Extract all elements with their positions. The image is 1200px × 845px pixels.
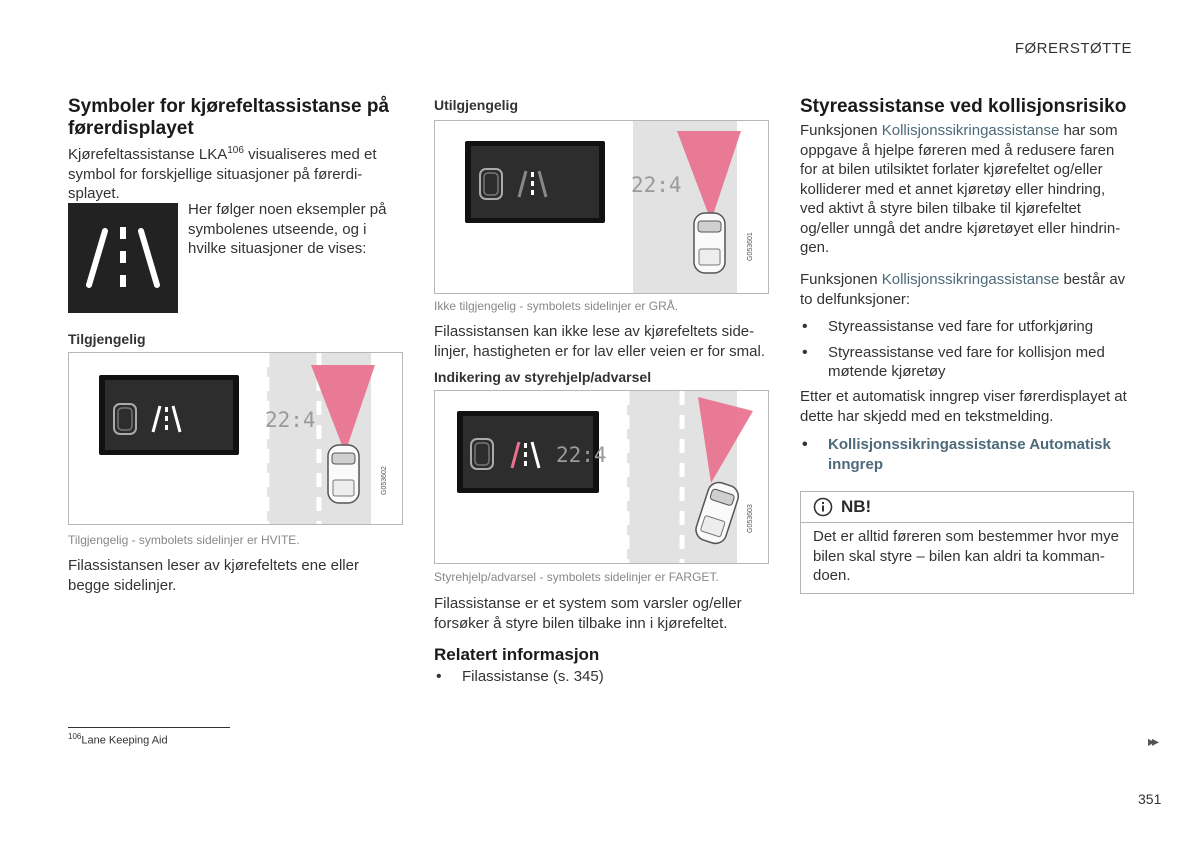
footnote-divider [68, 727, 230, 728]
list-item: • Kollisjonssikringassistanse Automatisk inngrep [800, 435, 1120, 474]
right-title: Styreassistanse ved kollisjonsrisiko [800, 96, 1127, 117]
function-name: Kollisjonssikringassistanse [881, 122, 1060, 139]
available-heading: Tilgjengelig [68, 331, 146, 347]
section-header: FØRERSTØTTE [1014, 40, 1132, 57]
lka-symbol-image [68, 203, 178, 313]
note-text: Det er alltid føreren som bestemmer hvor mye bilen skal styre – bilen kan aldri ta kommandoen. [813, 528, 1119, 584]
figure1-caption: Ikke tilgjengelig - symbolets sidelinjer er GRÅ. [434, 299, 679, 313]
right-paragraph-2: Funksjonen Kollisjonssikringassistanse består av to delfunksjoner: [800, 271, 1126, 308]
figure-code: G053601 [747, 232, 754, 261]
intro-paragraph: Kjørefeltassistanse LKA$^{106}$ visualiseres med et symbol for forskjellige situasjoner på førerdisplayet. [68, 145, 377, 202]
info-icon [813, 497, 833, 517]
display-clock: 22:4 [556, 443, 607, 467]
car-icon [694, 213, 725, 273]
display-clock: 22:4 [631, 173, 682, 197]
right-paragraph-3: Etter et automatisk inngrep viser førerdisplayet at dette har skjedd med en tekstmelding. [800, 388, 1127, 425]
subfunction-list [800, 317, 1120, 382]
note-header [801, 492, 1133, 523]
footnote-ref[interactable]: 106 [227, 145, 244, 156]
list-item: • Styreassistanse ved fare for utforkjøring [800, 317, 1120, 337]
lane-icon [68, 203, 178, 313]
available-text: Filassistansen leser av kjørefeltets ene eller begge sidelinjer. [68, 557, 359, 594]
system-text: Filassistanse er et system som varsler og/eller forsøker å styre bilen tilbake inn i kjørefeltet. [434, 595, 742, 632]
page-number: 351 [1138, 791, 1162, 807]
side-text: Her følger noen eksempler på symbolenes utseende, og i hvilke situasjoner de vises: [188, 201, 387, 257]
list-item: • Styreassistanse ved fare for kollisjon med møtende kjøretøy [800, 343, 1120, 382]
figure-warning [434, 390, 769, 564]
right-paragraph-1: Funksjonen Kollisjonssikringassistanse har som oppgave å hjelpe føreren med å redusere faren for at bilen utilsiktet forlater kjørefeltet og/eller kolliderer med et annet kjøretøy eller hindring, ved aktivt å styre bilen tilbake til kjørefeltet og/eller unngå det andre kjøretøyet eller hindringen. [800, 122, 1121, 256]
related-heading: Relatert informasjon [434, 645, 600, 664]
figure-caption: Tilgjengelig - symbolets sidelinjer er HVITE. [68, 533, 300, 547]
figure-unavailable [434, 120, 769, 294]
note-title: NB! [841, 497, 872, 516]
figure-code: G053603 [747, 504, 754, 533]
figure-available [68, 352, 403, 525]
related-link[interactable]: • Filassistanse (s. 345) [434, 667, 734, 687]
figure2-caption: Styrehjelp/advarsel - symbolets sidelinjer er FARGET. [434, 570, 719, 584]
car-icon [328, 445, 359, 503]
message-list [800, 435, 1120, 474]
left-title: Symboler for kjørefeltassistanse på førerdisplayet [68, 96, 390, 139]
function-name: Kollisjonssikringassistanse [881, 271, 1060, 288]
unavailable-heading: Utilgjengelig [434, 97, 518, 113]
indication-heading: Indikering av styrehjelp/advarsel [434, 369, 652, 385]
display-clock: 22:4 [265, 408, 316, 432]
related-list [434, 667, 734, 687]
next-page-icon[interactable]: ▸▸ [1148, 733, 1157, 749]
note-box [800, 491, 1134, 594]
figure-code: G053602 [381, 466, 388, 495]
unavailable-text: Filassistansen kan ikke lese av kjørefeltets sidelinjer, hastigheten er for lav eller veien er for smal. [434, 323, 765, 360]
footnote: $^{106}$Lane Keeping Aid [68, 732, 168, 747]
